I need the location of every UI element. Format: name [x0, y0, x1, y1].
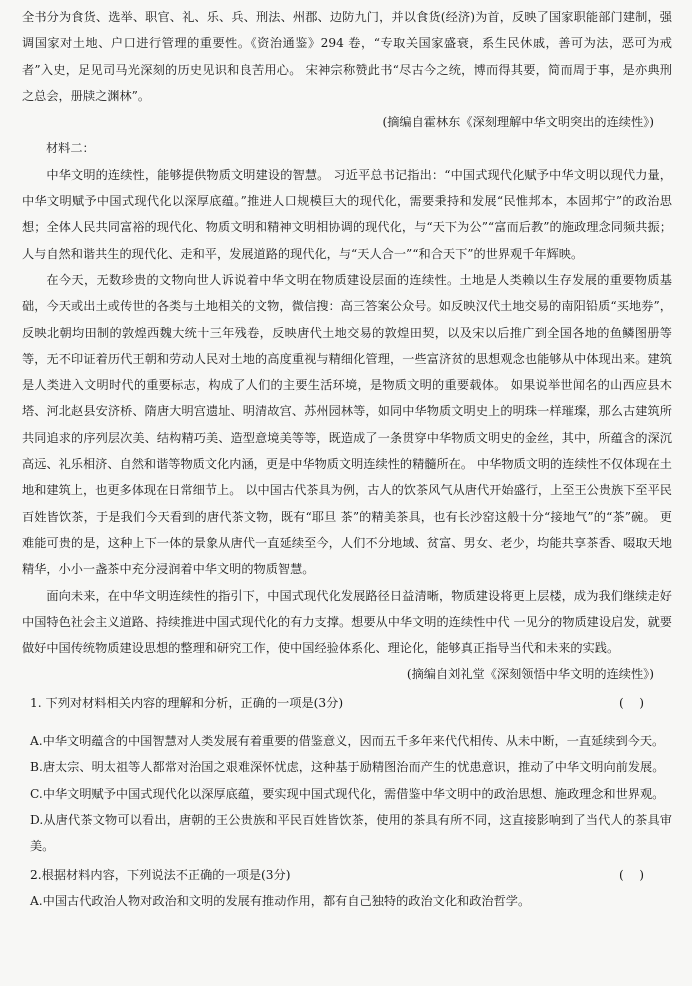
question-2-option-a[interactable]: A.中国古代政治人物对政治和文明的发展有推动作用，都有自己独特的政治文化和政治哲学。: [30, 893, 531, 908]
question-1-option-c[interactable]: C.中华文明赋予中国式现代化以深厚底蕴，要实现中国式现代化，需借鉴中华文明中的政治思想、施政理念和世界观。: [30, 786, 665, 801]
material-2-paragraph: 面向未来，在中华文明连续性的指引下，中国式现代化发展路径日益清晰，物质建设将更上层楼，成为我们继续走好中国特色社会主义道路、持续推进中国式现代化的有力支撑。想要从中华文明的连续性中代 一见分的物质建设启发，就要做好中国传统物质建设思想的整理和研究工作，使中国经验体系化、理论化，能够真正指导当代和未来的实践。: [22, 588, 672, 656]
material-2-paragraph: 在今天，无数珍贵的文物向世人诉说着中华文明在物质建设层面的连续性。土地是人类赖以生存发展的重要物质基础，今天或出土或传世的各类与土地相关的文物，微信搜：高三答案公众号。如反映汉代土地交易的南阳铅质“买地券”，反映北朝均田制的敦煌西魏大统十三年残卷，反映唐代土地交易的敦煌田契，以及宋以后推广到全国各地的鱼鳞图册等等，无不印证着历代王朝和劳动人民对土地的高度重视与精细化管理，一些富济贫的思想观念也能够从中体现出来。建筑是人类进入文明时代的重要标志，构成了人们的主要生活环境，是物质文明的重要载体。 如果说举世闻名的山西应县木塔、河北赵县安济桥、隋唐大明宫遗址、明清故宫、苏州园林等，如同中华物质文明史上的明珠一样璀璨，那么古建筑所共同追求的序列层次美、结构精巧美、造型意境美等等，既造成了一条贯穿中华物质文明史的金丝，其中，所蕴含的深沉高远、礼乐相济、自然和谐等物质文化内涵，更是中华物质文明连续性的精髓所在。 中华物质文明的连续性不仅体现在土地和建筑上，也更多体现在日常细节上。 以中国古代茶具为例，古人的饮茶风气从唐代开始盛行，上至王公贵族下至平民百姓皆饮茶，于是我们今天看到的唐代茶文物，既有“耶旦 茶”的精美茶具，也有长沙窑这般十分“接地气”的“茶”碗。 更难能可贵的是，这种上下一体的景象从唐代一直延续至今，人们不分地域、贫富、男女、老少，均能共享茶香、啜取天地精华，小小一盏茶中充分浸润着中华文明的物质智慧。: [22, 272, 672, 577]
question-1-option-b[interactable]: B.唐太宗、明太祖等人都常对治国之艰难深怀忧虑，这种基于励精图治而产生的忧患意识，推动了中华文明向前发展。: [30, 760, 665, 775]
question-1-stem: [22, 690, 672, 716]
question-1-option-d[interactable]: D.从唐代茶文物可以看出，唐朝的王公贵族和平民百姓皆饮茶，使用的茶具有所不同，这直接影响到了当代人的茶具审美。: [30, 812, 672, 854]
material-1-source: (摘编自霍林东《深刻理解中华文明突出的连续性》): [382, 115, 654, 130]
question-1-option-a[interactable]: A.中华文明蕴含的中国智慧对人类发展有着重要的借鉴意义，因而五千多年来代代相传、从未中断，一直延续到今天。: [30, 734, 665, 749]
material-2-paragraph: 中华文明的连续性，能够提供物质文明建设的智慧。 习近平总书记指出：“中国式现代化赋予中华文明以现代力量，中华文明赋予中国式现代化以深厚底蕴。”推进人口规模巨大的现代化，需要秉持和发展“民惟邦本，本固邦宁”的政治思想；全体人民共同富裕的现代化、物质文明和精神文明相协调的现代化，与“天下为公”“富而后教”的施政理念同频共振；人与自然和谐共生的现代化、走和平，发展道路的现代化，与“天人合一”“和合天下”的世界观千年辉映。: [22, 167, 672, 261]
question-1-answer-blank[interactable]: ( ): [618, 695, 644, 710]
question-2-text: 2.根据材料内容，下列说法不正确的一项是(3分): [30, 867, 291, 882]
question-1-text: 1. 下列对材料相关内容的理解和分析，正确的一项是(3分): [30, 695, 344, 710]
question-2-stem: [22, 862, 672, 888]
material-2-source: (摘编自刘礼堂《深刻领悟中华文明的连续性》): [406, 667, 654, 682]
material-2-heading: 材料二：: [46, 141, 95, 156]
question-2-answer-blank[interactable]: ( ): [618, 867, 644, 882]
material-1-tail: 全书分为食货、选举、职官、礼、乐、兵、刑法、州郡、边防九门，并以食货(经济)为首，反映了国家职能部门建制，强调国家对土地、户口进行管理的重要性。《资治通鉴》294 卷，“专取关国家盛衰，系生民休戚，善可为法，恶可为戒者”入史，足见司马光深刻的历史见识和良苦用心。 宋神宗称赞此书“尽古今之统，博而得其要，简而周于事，是亦典刑之总会，册牍之渊林”。: [22, 10, 672, 103]
